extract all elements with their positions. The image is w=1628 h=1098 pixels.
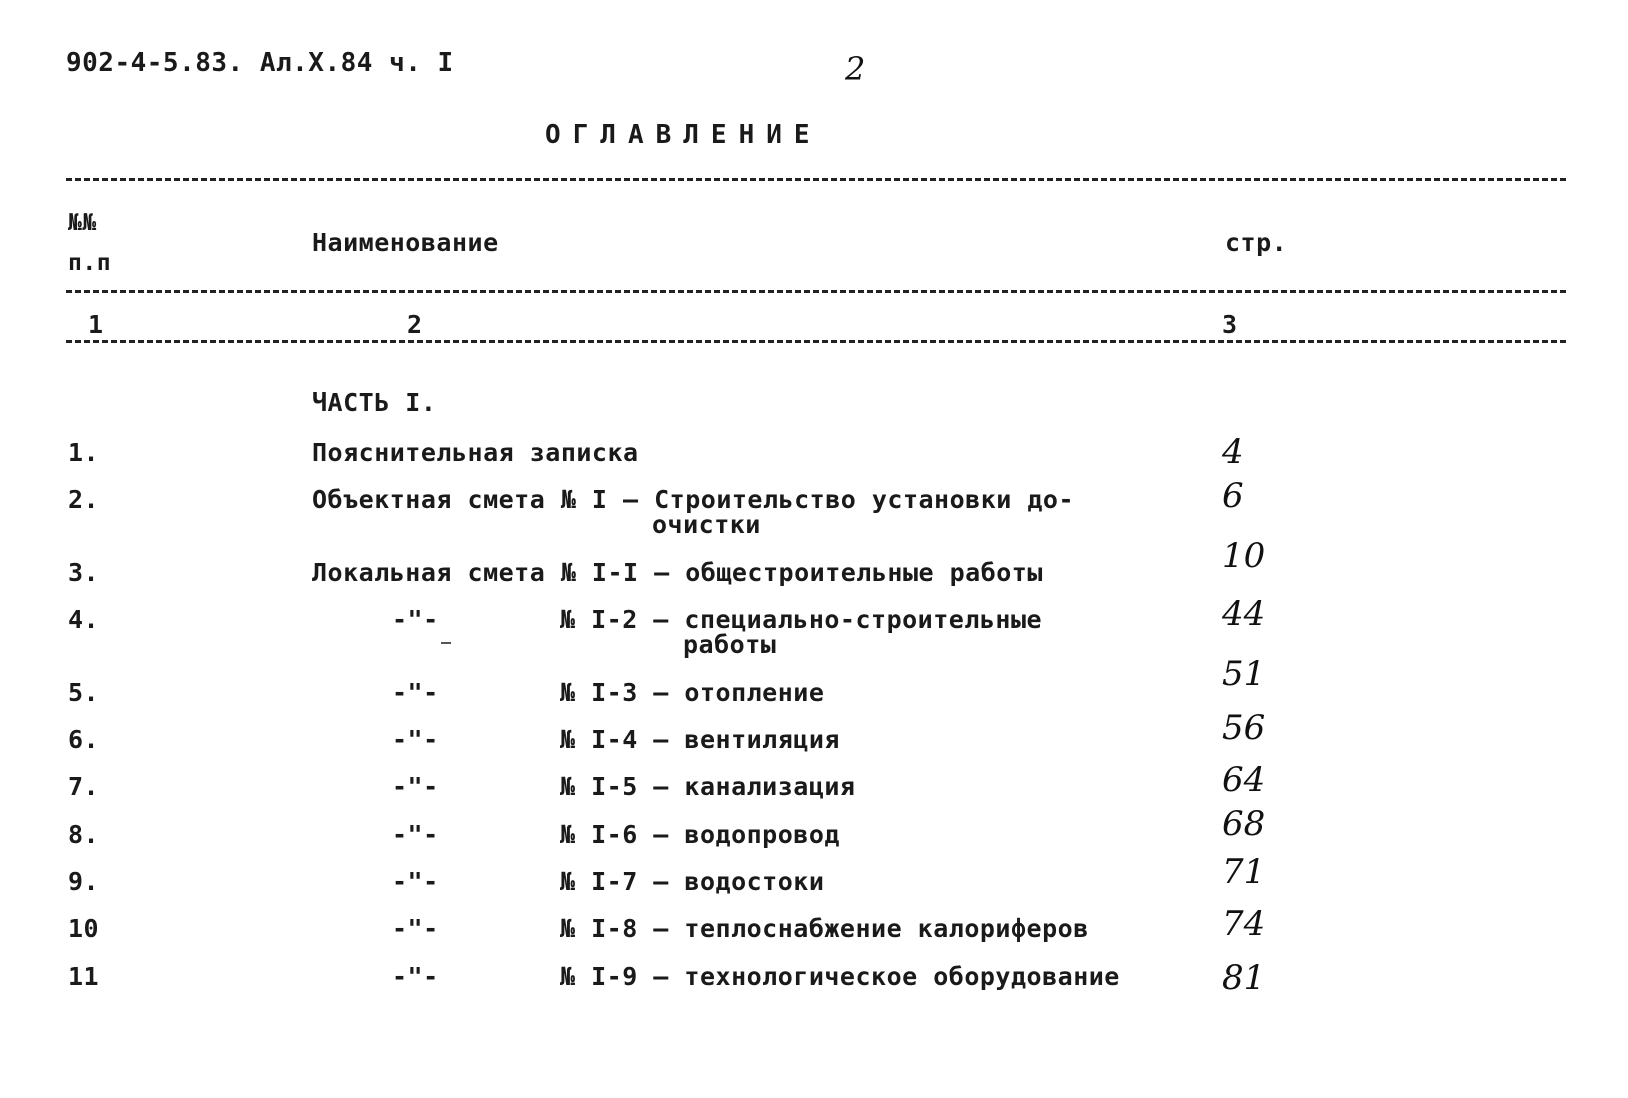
row-title-continuation: работы xyxy=(683,630,777,659)
row-title: Локальная смета № I-I – общестроительные работы xyxy=(312,558,1043,587)
divider-columns xyxy=(66,340,1566,343)
row-ditto: -"- xyxy=(392,725,439,754)
row-ditto: -"- xyxy=(392,772,439,801)
row-title: Объектная смета № I – Строительство установки до- xyxy=(312,485,1075,514)
row-number: 2. xyxy=(68,485,100,514)
divider-top xyxy=(66,178,1566,181)
row-ditto: -"- xyxy=(392,605,439,634)
row-page: 68 xyxy=(1222,804,1266,844)
divider-header xyxy=(66,290,1566,293)
row-page: 4 xyxy=(1222,432,1244,472)
part-title: ЧАСТЬ I. xyxy=(312,388,437,417)
row-ditto: -"- xyxy=(392,962,439,991)
row-ditto: -"- xyxy=(392,867,439,896)
row-title: № I-4 – вентиляция xyxy=(560,725,840,754)
column-number-3: 3 xyxy=(1222,310,1238,339)
row-title: № I-7 – водостоки xyxy=(560,867,825,896)
row-title: № I-6 – водопровод xyxy=(560,820,840,849)
row-page: 56 xyxy=(1222,708,1266,748)
row-number: 8. xyxy=(68,820,100,849)
row-number: 10 xyxy=(68,914,100,943)
stray-mark xyxy=(441,642,451,644)
row-title: № I-8 – теплоснабжение калориферов xyxy=(560,914,1089,943)
row-number: 9. xyxy=(68,867,100,896)
row-page: 44 xyxy=(1222,594,1266,634)
header-number-label-2: п.п xyxy=(68,250,112,276)
document-code: 902-4-5.83. Ал.Х.84 ч. I xyxy=(66,48,454,78)
row-ditto: -"- xyxy=(392,914,439,943)
row-number: 11 xyxy=(68,962,100,991)
row-page: 51 xyxy=(1222,654,1266,694)
header-number-label: №№ xyxy=(68,210,97,236)
row-number: 7. xyxy=(68,772,100,801)
row-title: № I-2 – специально-строительные xyxy=(560,605,1043,634)
page-number: 2 xyxy=(845,50,866,88)
row-ditto: -"- xyxy=(392,678,439,707)
header-page-label: стр. xyxy=(1225,228,1288,257)
header-name-label: Наименование xyxy=(312,228,499,257)
row-title-continuation: очистки xyxy=(652,510,761,539)
row-number: 6. xyxy=(68,725,100,754)
row-number: 4. xyxy=(68,605,100,634)
row-title: № I-5 – канализация xyxy=(560,772,856,801)
row-title: № I-9 – технологическое оборудование xyxy=(560,962,1120,991)
row-ditto: -"- xyxy=(392,820,439,849)
row-number: 5. xyxy=(68,678,100,707)
row-page: 6 xyxy=(1222,476,1244,516)
row-number: 1. xyxy=(68,438,100,467)
row-page: 81 xyxy=(1222,958,1266,998)
page-title: ОГЛАВЛЕНИЕ xyxy=(545,120,822,150)
column-number-2: 2 xyxy=(407,310,423,339)
row-page: 10 xyxy=(1222,536,1266,576)
row-title: Пояснительная записка xyxy=(312,438,639,467)
row-page: 71 xyxy=(1222,852,1266,892)
column-number-1: 1 xyxy=(88,310,104,339)
row-page: 64 xyxy=(1222,760,1266,800)
row-page: 74 xyxy=(1222,904,1266,944)
row-title: № I-3 – отопление xyxy=(560,678,825,707)
row-number: 3. xyxy=(68,558,100,587)
